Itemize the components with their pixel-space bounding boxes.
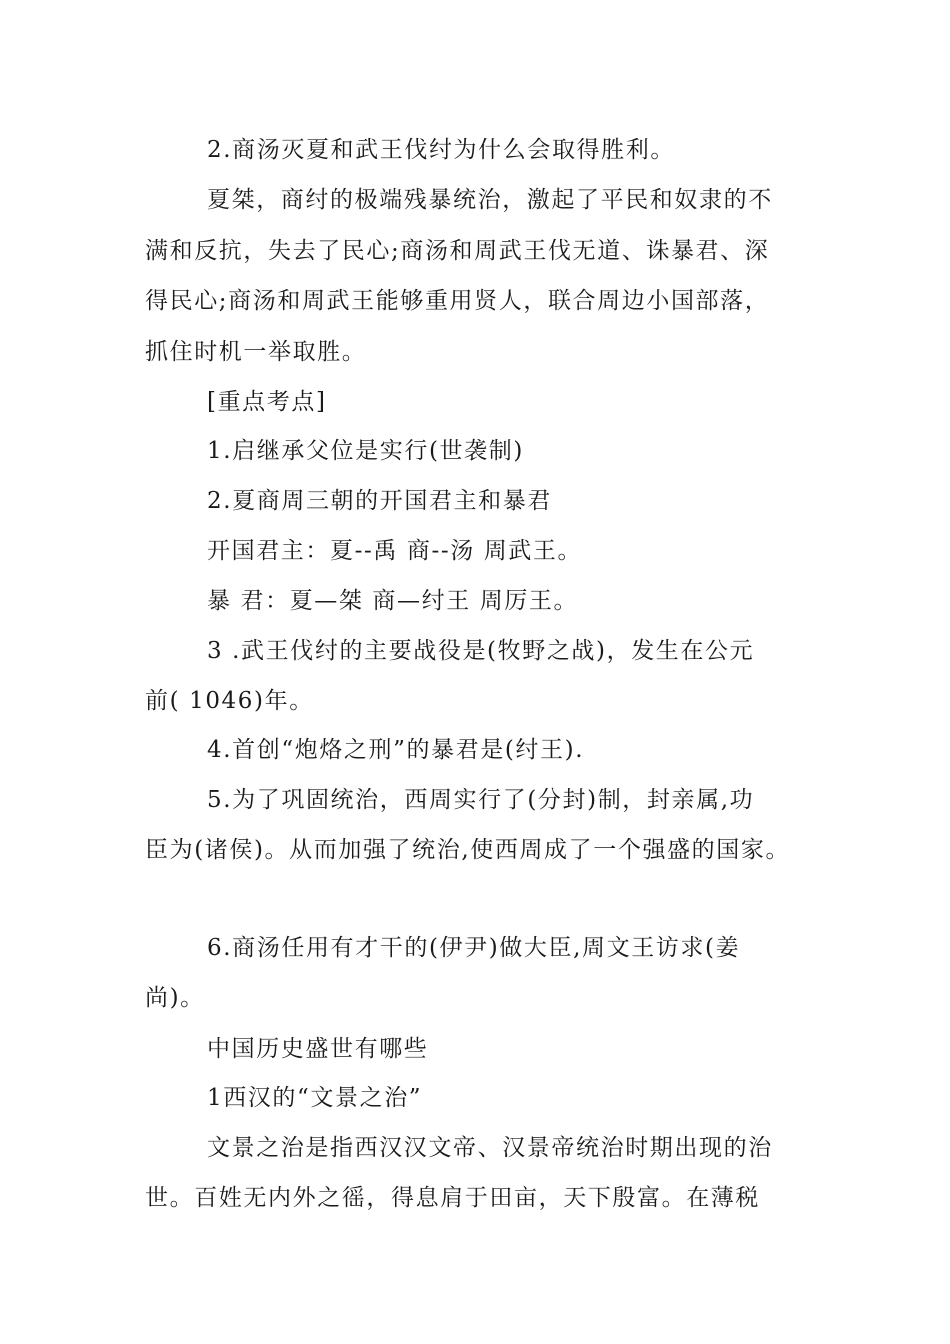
subsection-heading: 1西汉的“文景之治” — [207, 1085, 423, 1111]
body-text-line: 文景之治是指西汉汉文帝、汉景帝统治时期出现的治 — [207, 1135, 773, 1161]
key-point-item: 4.首创“炮烙之刑”的暴君是(纣王). — [207, 737, 585, 763]
key-point-item: 2.夏商周三朝的开国君主和暴君 — [207, 488, 552, 514]
key-point-item: 前( 1046)年。 — [145, 688, 314, 714]
answer-line: 抓住时机一举取胜。 — [145, 339, 367, 365]
key-point-item: 暴 君：夏—桀 商—纣王 周厉王。 — [207, 588, 579, 614]
key-point-item: 尚)。 — [145, 985, 205, 1011]
key-point-item: 6.商汤任用有才干的(伊尹)做大臣,周文王访求(姜 — [207, 935, 741, 961]
key-point-item: 1.启继承父位是实行(世袭制) — [207, 438, 524, 464]
key-point-item: 开国君主：夏--禹 商--汤 周武王。 — [207, 538, 583, 564]
section-heading: 中国历史盛世有哪些 — [207, 1036, 429, 1062]
answer-line: 夏桀，商纣的极端残暴统治，激起了平民和奴隶的不 — [207, 187, 773, 213]
key-point-item: 5.为了巩固统治，西周实行了(分封)制，封亲属,功 — [207, 787, 755, 813]
answer-line: 得民心;商汤和周武王能够重用贤人，联合周边小国部落， — [145, 288, 770, 314]
section-heading: [重点考点] — [207, 389, 327, 415]
key-point-item: 3 .武王伐纣的主要战役是(牧野之战)，发生在公元 — [207, 638, 755, 664]
question-heading: 2.商汤灭夏和武王伐纣为什么会取得胜利。 — [207, 137, 675, 163]
answer-line: 满和反抗，失去了民心;商汤和周武王伐无道、诛暴君、深 — [145, 238, 770, 264]
body-text-line: 世。百姓无内外之徭，得息肩于田亩，天下殷富。在薄税 — [145, 1185, 760, 1211]
key-point-item: 臣为(诸侯)。从而加强了统治,使西周成了一个强盛的国家。 — [145, 837, 791, 863]
